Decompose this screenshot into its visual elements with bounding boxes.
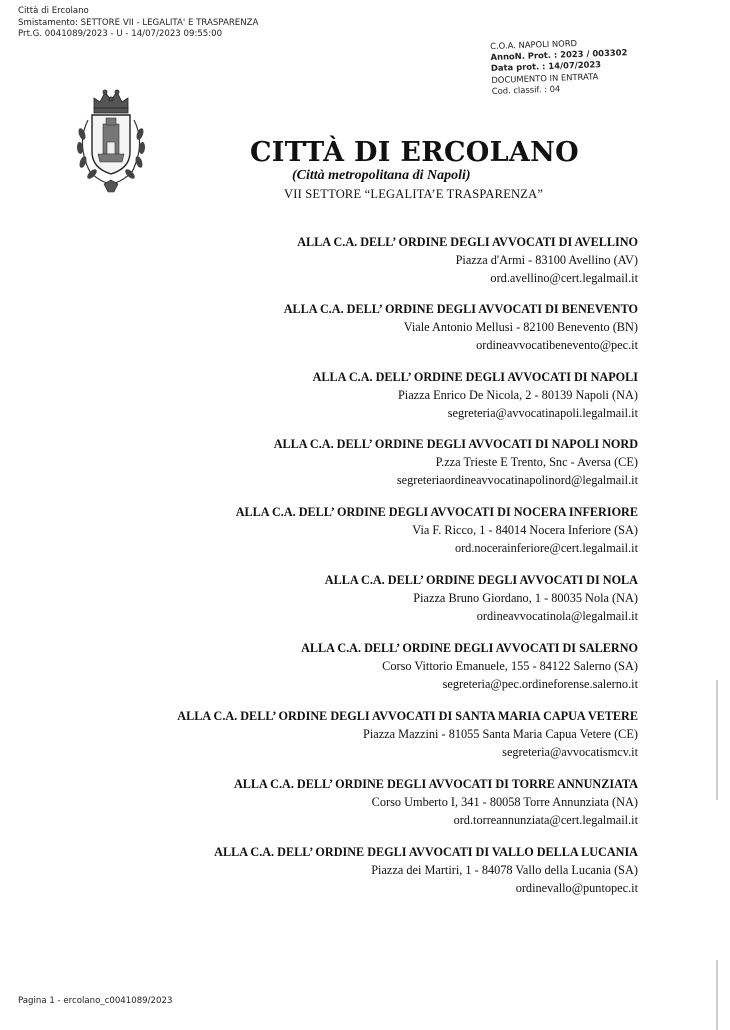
recipient-heading: ALLA C.A. DELL’ ORDINE DEGLI AVVOCATI DI AVELLINO (297, 235, 638, 249)
recipient-email: ordineavvocatibenevento@pec.it (476, 338, 638, 352)
protocol-stamp-left (18, 6, 258, 41)
recipient-heading: ALLA C.A. DELL’ ORDINE DEGLI AVVOCATI DI SANTA MARIA CAPUA VETERE (177, 709, 638, 723)
recipient-block (236, 503, 638, 557)
stamp-line: Smistamento: SETTORE VII - LEGALITA' E TRASPARENZA (18, 17, 259, 28)
recipient-email: segreteriaordineavvocatinapolinord@legalmail.it (396, 473, 638, 487)
ercolano-coat-of-arms-icon (70, 84, 152, 196)
recipient-email: ord.torreannunziata@cert.legalmail.it (453, 813, 638, 827)
stamp-line: C.O.A. NAPOLI NORD (490, 37, 578, 51)
recipient-heading: ALLA C.A. DELL’ ORDINE DEGLI AVVOCATI DI NOLA (324, 573, 638, 587)
recipient-email: ord.nocerainferiore@cert.legalmail.it (454, 541, 638, 555)
recipient-email: segreteria@avvocatismcv.it (502, 745, 638, 759)
recipient-address: Piazza Enrico De Nicola, 2 - 80139 Napoli (NA) (397, 388, 638, 402)
page-footer: Pagina 1 - ercolano_c0041089/2023 (18, 996, 173, 1006)
stamp-line: AnnoN. Prot. : 2023 / 003302 (490, 47, 628, 63)
stamp-line: Prt.G. 0041089/2023 - U - 14/07/2023 09:55:00 (18, 29, 223, 39)
recipient-email: segreteria@pec.ordineforense.salerno.it (442, 677, 638, 691)
scan-edge-mark (716, 960, 718, 1030)
recipient-heading: ALLA C.A. DELL’ ORDINE DEGLI AVVOCATI DI NAPOLI NORD (273, 437, 638, 451)
recipient-block (274, 435, 638, 489)
recipient-address: Piazza d'Armi - 83100 Avellino (AV) (455, 253, 638, 267)
recipient-block (301, 639, 638, 693)
recipient-email: ordineavvocatinola@legalmail.it (476, 609, 638, 623)
protocol-stamp-right (490, 36, 629, 97)
recipient-address: Corso Umberto I, 341 - 80058 Torre Annunziata (NA) (371, 795, 638, 809)
recipient-address: Piazza Mazzini - 81055 Santa Maria Capua Vetere (CE) (363, 727, 638, 741)
recipient-email: segreteria@avvocatinapoli.legalmail.it (447, 406, 638, 420)
recipient-block (325, 571, 638, 625)
recipient-address: P.zza Trieste E Trento, Snc - Aversa (CE) (435, 455, 638, 469)
recipient-block (313, 368, 638, 422)
recipient-block (234, 775, 638, 829)
recipient-block (177, 707, 638, 761)
stamp-line: Città di Ercolano (18, 6, 89, 16)
document-subtitle: (Città metropolitana di Napoli) (292, 168, 471, 183)
stamp-line: DOCUMENTO IN ENTRATA (491, 70, 599, 85)
recipient-heading: ALLA C.A. DELL’ ORDINE DEGLI AVVOCATI DI NOCERA INFERIORE (235, 505, 638, 519)
recipient-address: Via F. Ricco, 1 - 84014 Nocera Inferiore (SA) (412, 523, 638, 537)
recipient-block (284, 300, 638, 354)
recipient-block (297, 233, 638, 287)
stamp-line: Cod. classif. : 04 (491, 83, 561, 96)
recipient-email: ord.avellino@cert.legalmail.it (490, 271, 638, 285)
recipient-email: ordinevallo@puntopec.it (515, 881, 638, 895)
sector-name: VII SETTORE “LEGALITA’E TRASPARENZA” (284, 187, 544, 201)
document-title: CITTÀ DI ERCOLANO (250, 137, 579, 168)
recipient-heading: ALLA C.A. DELL’ ORDINE DEGLI AVVOCATI DI SALERNO (301, 641, 638, 655)
recipient-address: Corso Vittorio Emanuele, 155 - 84122 Salerno (SA) (382, 659, 638, 673)
recipient-heading: ALLA C.A. DELL’ ORDINE DEGLI AVVOCATI DI NAPOLI (312, 370, 638, 384)
recipient-address: Viale Antonio Mellusi - 82100 Benevento (BN) (403, 320, 638, 334)
recipient-address: Piazza Bruno Giordano, 1 - 80035 Nola (NA) (413, 591, 638, 605)
recipient-heading: ALLA C.A. DELL’ ORDINE DEGLI AVVOCATI DI VALLO DELLA LUCANIA (214, 845, 638, 859)
recipient-block (214, 843, 638, 897)
stamp-line: Data prot. : 14/07/2023 (490, 59, 602, 74)
scan-edge-mark (716, 680, 718, 800)
recipient-heading: ALLA C.A. DELL’ ORDINE DEGLI AVVOCATI DI BENEVENTO (283, 302, 638, 316)
recipient-address: Piazza dei Martiri, 1 - 84078 Vallo della Lucania (SA) (371, 863, 638, 877)
recipient-heading: ALLA C.A. DELL’ ORDINE DEGLI AVVOCATI DI TORRE ANNUNZIATA (233, 777, 638, 791)
